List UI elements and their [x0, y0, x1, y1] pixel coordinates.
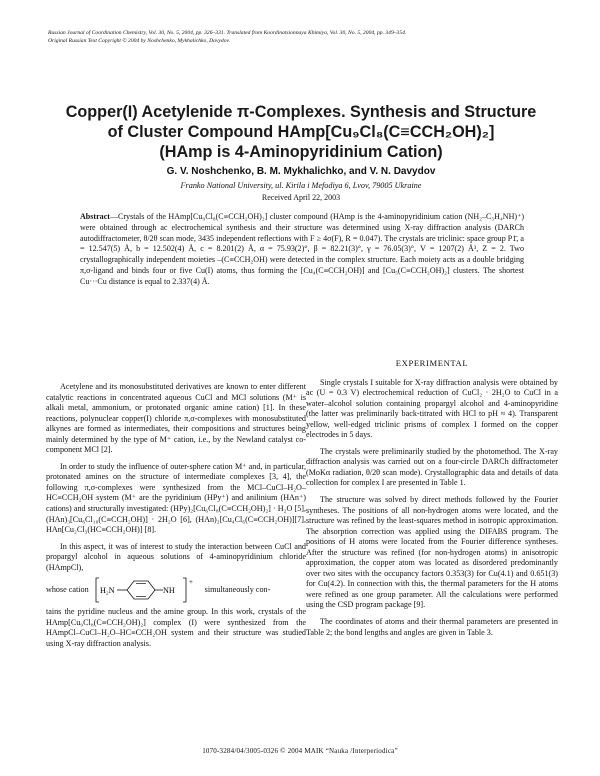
authors: G. V. Noshchenko, B. M. Mykhalichko, and V. N. Davydov	[166, 166, 436, 177]
received-date: Received April 22, 2003	[261, 193, 341, 202]
journal-header	[48, 30, 558, 46]
abstract-label: Abstract	[80, 212, 110, 221]
left-column	[46, 382, 306, 655]
right-paragraph-3: The structure was solved by direct methods followed by the Fourier syntheses. The positions of all non-hydrogen atoms were located, and the structure was refined by the least-squares method in isotropic approximation. The absorption correction was applied using the DIFABS program. The positions of H atoms were located from the Fourier difference syntheses. After the structure was refined (for non-hydrogen atoms) in anisotropic approximation, the copper atom was located as disordered predominantly over two sites with the occupancy factors 0.353(3) for Cu(4.1) and 0.651(3) for Cu(4.2). In connection with this, the thermal parameters for the H atoms were refined as one group parameter. All the calculations were performed using the CSD program package [9].	[306, 495, 558, 610]
copyright-footer: 1070-3284/04/3005-0326 © 2004 MAIK “Nauka /Interperiodica”	[202, 747, 398, 755]
abstract-text: —Crystals of the HAmp[Cu₉Cl₈(C≡CCH₂OH)₂] cluster compound (HAmp is the 4-aminopyridinium cation (NH₂–C₅H₄NH)⁺) were obtained through ac electrochemical synthesis and their structure was determined using X-ray diffraction analysis (DARCh autodiffractometer, θ/2θ scan mode, 3435 independent reflections with F ≥ 4σ(F), R = 0.047). The crystals are triclinic: space group P1̄, a = 12.547(5) Å, b = 12.502(4) Å, c = 8.201(2) Å, α = 75.93(2)°, β = 82.21(3)°, γ = 76.05(3)°, V = 1207(2) Å³, Z = 2. Two crystallographically independent moieties –(C≡CCH₂OH) were detected in the complex structure. Each moiety acts as a double bridging π,σ-ligand and binds four or five Cu(I) atoms, thus forming the [Cu₄(C≡CCH₂OH)] and [Cu₅(C≡CCH₂OH)₂] clusters. The shortest Cu···Cu distance is equal to 2.337(4) Å.	[80, 212, 524, 286]
article-title	[40, 102, 562, 162]
section-title-experimental: EXPERIMENTAL	[395, 358, 469, 368]
cation-formula-line	[46, 575, 306, 605]
left-paragraph-2: In order to study the influence of outer-sphere cation M⁺ and, in particular, protonated amines on the structure of intermediate complexes [3, 4], the following π,σ-complexes were synthesized from the MCl–CuCl–H₂O–HC≡CCH₂OH system (M⁺ are the pyridinium (HPy⁺) and anilinium (HAn⁺) cations) and structurally investigated: (HPy)₂[Cu₆Cl₈(C≡CCH₂OH)₂] · H₂O [5], (HAn)₃[Cu₆Cl₁₀(C≡CCH₂OH)] · 2H₂O [6], (HAn)₂[Cu₄Cl₆(C≡CCH₂OH)][7], HAn[Cu₂Cl₃(HC≡CCH₂OH)] [8].	[46, 461, 306, 535]
left-paragraph-4: tains the pyridine nucleus and the amine group. In this work, crystals of the HAmp[Cu₉Cl₈(C≡CCH₂OH)₂] complex (I) were synthesized from the HAmpCl–CuCl–H₂O–HC≡CCH₂OH system and their structure was studied using X-ray diffraction analysis.	[46, 607, 306, 648]
left-paragraph-1: Acetylene and its monosubstituted derivatives are known to enter different catalytic reactions in concentrated aqueous CuCl and MCl solutions (M⁺ is alkali metal, ammonium, or protonated organic amine cation) [1]. In these reactions, polynuclear copper(I) chloride π,σ-complexes with monosubstituted alkynes are formed as intermediates, their compositions and structures being mainly determined by the type of M⁺ cation, i.e., by the Newland catalyst co-component MCl [2].	[46, 382, 306, 455]
journal-header-line-2: Original Russian Text Copyright © 2004 by Noshchenko, Mykhalichko, Davydov.	[48, 37, 230, 44]
right-paragraph-1: Single crystals I suitable for X-ray diffraction analysis were obtained by ac (U = 0.3 V) electrochemical reduction of CuCl₂ · 2H₂O to CuCl in a water–alcohol solution containing propargyl alcohol and 4-aminopyridine (the latter was preliminarily back-titrated with HCl to pH ≈ 4). Transparent yellow, well-edged triclinic prisms of complex I formed on the copper electrodes in 5 days.	[306, 377, 558, 440]
journal-header-line-1: Russian Journal of Coordination Chemistry, Vol. 30, No. 5, 2004, pp. 326–331. Translated from Koordinatsionnaya Khimiya, Vol. 30, No. 5, 2004, pp. 349–354.	[48, 30, 407, 36]
cation-amine-group: H₂N	[99, 586, 115, 596]
cation-ring-nh: NH	[162, 586, 175, 596]
cation-suffix: simultaneously con-	[204, 585, 271, 595]
right-paragraph-2: The crystals were preliminarily studied by the photomethod. The X-ray diffraction analysis was carried out on a four-circle DARCh diffractometer (MoKα radiation, θ/2θ scan mode). Crystallographic data and details of data collection for complex I are presented in Table 1.	[306, 446, 558, 488]
cation-charge: +	[188, 578, 193, 587]
title-line-1: Copper(I) Acetylenide π-Complexes. Synthesis and Structure	[65, 103, 537, 121]
right-column	[306, 358, 558, 644]
affiliation: Franko National University, ul. Kirila i Mefodiya 6, Lvov, 79005 Ukraine	[180, 181, 422, 190]
left-paragraph-3: In this aspect, it was of interest to study the interaction between CuCl and propargyl alcohol in aqueous solutions of 4-aminopyridinium chloride (HAmpCl),	[46, 541, 306, 572]
abstract	[80, 212, 524, 288]
title-line-2: of Cluster Compound HAmp[Cu₉Cl₈(C≡CCH₂OH)₂]	[107, 123, 495, 141]
pyridinium-structure-icon	[95, 575, 199, 605]
right-paragraph-4: The coordinates of atoms and their thermal parameters are presented in Table 2; the bond lengths and angles are given in Table 3.	[306, 617, 558, 637]
cation-prefix: whose cation	[46, 585, 89, 595]
title-line-3: (HAmp is 4-Aminopyridinium Cation)	[159, 143, 443, 161]
